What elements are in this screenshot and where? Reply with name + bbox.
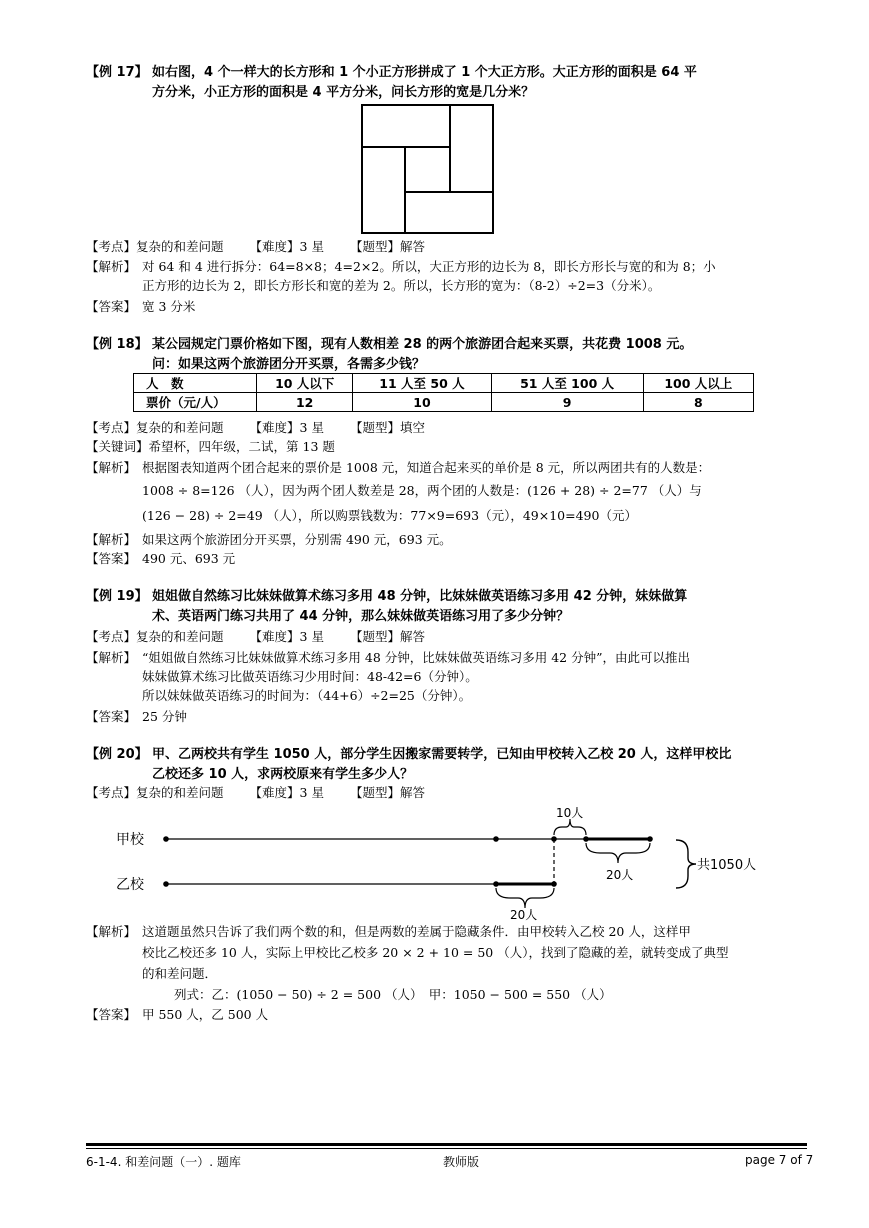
question-text: 姐姐做自然练习比妹妹做算术练习多用 48 分钟，比妹妹做英语练习多用 42 分钟，妹妹做算 [152,589,688,604]
tixing-value: 解答 [400,239,426,254]
jiexi-label: 【解析】 [86,259,137,274]
daan-label: 【答案】 [86,299,137,314]
jiexi-label: 【解析】 [86,532,137,547]
jiexi-line [86,257,806,276]
table-row [134,374,754,393]
nandu-label: 【难度】 [249,239,300,254]
table-cell: 11 人至 50 人 [353,374,491,393]
footer-rule [86,1143,807,1146]
nandu-label: 【难度】 [249,785,300,800]
jiexi-line [86,458,806,477]
daan-label: 【答案】 [86,1007,137,1022]
guanjian-label: 【关键词】 [86,439,149,454]
question-text: 问：如果这两个旅游团分开买票，各需多少钱？ [152,357,426,372]
jiexi-text: 这道题虽然只告诉了我们两个数的和，但是两数的差属于隐藏条件．由甲校转入乙校 20 人，这样甲 [142,924,691,939]
label-yi: 乙校 [116,877,144,893]
squares-figure [360,103,496,236]
daan-line [86,297,806,316]
daan-line [86,549,806,568]
table-cell: 9 [491,393,643,412]
jiexi-text: 妹妹做算术练习比做英语练习少用时间：48-42=6（分钟）。 [142,669,478,684]
table-cell: 人 数 [134,374,257,393]
footer-rule [86,1148,807,1149]
question-text: 乙校还多 10 人，求两校原来有学生多少人？ [152,767,414,782]
label-10: 10人 [556,806,584,820]
kaodian-label: 【考点】 [86,629,137,644]
footer-center: 教师版 [443,1155,480,1169]
jiexi-text: 校比乙校还多 10 人，实际上甲校比乙校多 20 × 2 + 10 = 50 （人），找到了隐藏的差，就转变成了典型 [142,945,729,960]
table-cell: 12 [257,393,353,412]
jiexi-text: 所以妹妹做英语练习的时间为：（44+6）÷2=25（分钟）。 [142,688,472,703]
kaodian-label: 【考点】 [86,785,137,800]
school-line-diagram [110,800,770,922]
tixing-value: 解答 [400,785,426,800]
footer-left: 6-1-4. 和差问题（一）. 题库 [86,1155,241,1169]
jiexi-text: 的和差问题． [142,966,218,981]
guanjian-value: 希望杯，四年级，二试，第 13 题 [148,439,335,454]
table-cell: 100 人以上 [643,374,753,393]
nandu-value: 3 星 [299,629,324,644]
guanjian-line [86,437,806,456]
question-text: 某公园规定门票价格如下图，现有人数相差 28 的两个旅游团合起来买票，共花费 1008 元。 [152,337,693,352]
example-18-question [86,335,806,375]
kaodian-value: 复杂的和差问题 [136,420,224,435]
nandu-label: 【难度】 [249,420,300,435]
jiexi-text: “姐姐做自然练习比妹妹做算术练习多用 48 分钟，比妹妹做英语练习多用 42 分钟”，由此可以推出 [142,650,690,665]
footer-right: page 7 of 7 [745,1153,814,1167]
kaodian-value: 复杂的和差问题 [136,629,224,644]
nandu-label: 【难度】 [249,629,300,644]
daan-value: 宽 3 分米 [142,299,196,314]
tixing-value: 解答 [400,629,426,644]
daan-value: 甲 550 人，乙 500 人 [142,1007,269,1022]
label-20a: 20人 [606,868,634,882]
kaodian-value: 复杂的和差问题 [136,785,224,800]
daan-value: 490 元、693 元 [142,551,236,566]
example-tag: 【例 19】 [86,589,148,604]
tixing-label: 【题型】 [349,239,400,254]
kaodian-label: 【考点】 [86,420,137,435]
daan-label: 【答案】 [86,709,137,724]
example-20-question [86,745,806,785]
table-row [134,393,754,412]
nandu-value: 3 星 [299,239,324,254]
jiexi-line [86,530,806,549]
example-19-question [86,587,806,627]
jiexi-label: 【解析】 [86,650,137,665]
jiexi-text: 1008 ÷ 8=126 （人），因为两个团人数差是 28，两个团的人数是：(126 + 28) ÷ 2=77 （人）与 [142,483,702,498]
jiexi-text: 对 64 和 4 进行拆分：64=8×8；4=2×2。所以，大正方形的边长为 8，即长方形长与宽的和为 8；小 [142,259,716,274]
tixing-label: 【题型】 [349,420,400,435]
kaodian-label: 【考点】 [86,239,137,254]
kaodian-line [86,627,806,646]
table-cell: 10 [353,393,491,412]
big-square [362,105,493,233]
label-total: 共1050人 [697,858,757,873]
daan-line [86,707,806,726]
question-text: 甲、乙两校共有学生 1050 人，部分学生因搬家需要转学，已知由甲校转入乙校 20 人，这样甲校比 [152,747,732,762]
question-text: 如右图，4 个一样大的长方形和 1 个小正方形拼成了 1 个大正方形。大正方形的面积是 64 平 [152,65,697,80]
example-tag: 【例 17】 [86,65,148,80]
tixing-label: 【题型】 [349,785,400,800]
question-text: 术、英语两门练习共用了 44 分钟，那么妹妹做英语练习用了多少分钟？ [152,609,570,624]
jiexi-text: (126 − 28) ÷ 2=49 （人），所以购票钱数为：77×9=693（元），49×10=490（元） [142,508,637,523]
table-cell: 8 [643,393,753,412]
daan-value: 25 分钟 [142,709,187,724]
question-text: 方分米，小正方形的面积是 4 平方分米，问长方形的宽是几分米？ [152,85,535,100]
jiexi-text: 根据图表知道两个团合起来的票价是 1008 元，知道合起来买的单价是 8 元，所以两团共有的人数是： [142,460,711,475]
label-20b: 20人 [510,908,538,922]
tixing-value: 填空 [400,420,426,435]
kaodian-line [86,237,806,256]
jiexi-label: 【解析】 [86,924,137,939]
nandu-value: 3 星 [299,785,324,800]
jiexi-text: 如果这两个旅游团分开买票，分别需 490 元，693 元。 [142,532,452,547]
label-jia: 甲校 [116,832,144,848]
example-tag: 【例 18】 [86,337,148,352]
kaodian-value: 复杂的和差问题 [136,239,224,254]
kaodian-line [86,418,806,437]
jiexi-line [86,922,806,941]
example-17-question [86,63,806,103]
nandu-value: 3 星 [299,420,324,435]
tixing-label: 【题型】 [349,629,400,644]
table-cell: 10 人以下 [257,374,353,393]
example-tag: 【例 20】 [86,747,148,762]
jiexi-text: 正方形的边长为 2，即长方形长和宽的差为 2。所以，长方形的宽为：（8-2）÷2=3（分米）。 [142,278,661,293]
daan-label: 【答案】 [86,551,137,566]
daan-line [86,1005,806,1024]
jiexi-line [86,648,806,667]
table-cell: 51 人至 100 人 [491,374,643,393]
ticket-price-table [133,373,754,412]
table-cell: 票价（元/人） [134,393,257,412]
jiexi-label: 【解析】 [86,460,137,475]
jiexi-text: 列式：乙：(1050 − 50) ÷ 2 = 500 （人） 甲：1050 − 500 = 550 （人） [174,987,612,1002]
